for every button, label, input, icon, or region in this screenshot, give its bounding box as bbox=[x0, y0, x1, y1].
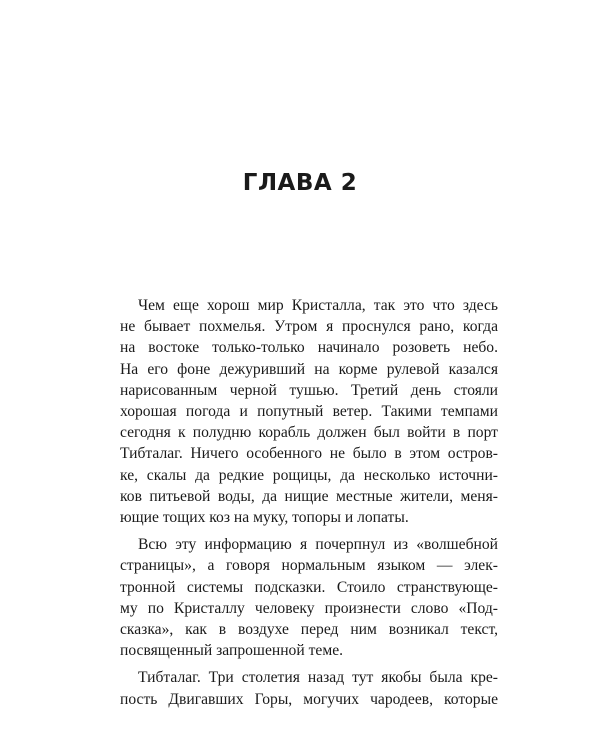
text-line: страницы», а говоря нормальным языком — элек- bbox=[120, 557, 498, 575]
text-line: посвященный запрошенной теме. bbox=[120, 642, 344, 660]
text-line: хорошая погода и попутный ветер. Такими темпами bbox=[120, 403, 498, 421]
chapter-title: ГЛАВА 2 bbox=[242, 170, 358, 196]
text-line: Тибталаг. Три столетия назад тут якобы была кре- bbox=[138, 669, 498, 687]
text-line: Всю эту информацию я почерпнул из «волшебной bbox=[138, 536, 498, 554]
text-line: сегодня к полудню корабль должен был войти в порт bbox=[120, 424, 498, 442]
text-line: на востоке только-только начинало розоветь небо. bbox=[120, 339, 498, 357]
paragraph-2 bbox=[102, 534, 498, 661]
text-line: ющие тощих коз на муку, топоры и лопаты. bbox=[120, 509, 409, 527]
text-line: му по Кристаллу человеку произнести слово «Под- bbox=[120, 599, 498, 617]
text-line: Чем еще хорош мир Кристалла, так это что здесь bbox=[138, 297, 498, 314]
text-line: ков питьевой воды, да нищие местные жители, меня- bbox=[120, 487, 498, 505]
body-text bbox=[102, 295, 498, 710]
text-line: Тибталаг. Ничего особенного не было в этом остров- bbox=[120, 445, 498, 463]
text-line: пость Двигавших Горы, могучих чародеев, которые bbox=[120, 690, 498, 708]
text-line: На его фоне дежуривший на корме рулевой казался bbox=[120, 360, 498, 378]
text-line: ке, скалы да редкие рощицы, да несколько источни- bbox=[120, 466, 498, 484]
paragraph-3 bbox=[102, 667, 498, 709]
text-line: нарисованным черной тушью. Третий день стояли bbox=[120, 381, 498, 399]
text-line: не бывает похмелья. Утром я проснулся рано, когда bbox=[120, 318, 498, 336]
text-line: тронной системы подсказки. Стоило странствующе- bbox=[120, 578, 498, 596]
paragraph-1 bbox=[102, 295, 498, 528]
text-line: сказка», как в воздухе перед ним возникал текст, bbox=[120, 621, 498, 639]
